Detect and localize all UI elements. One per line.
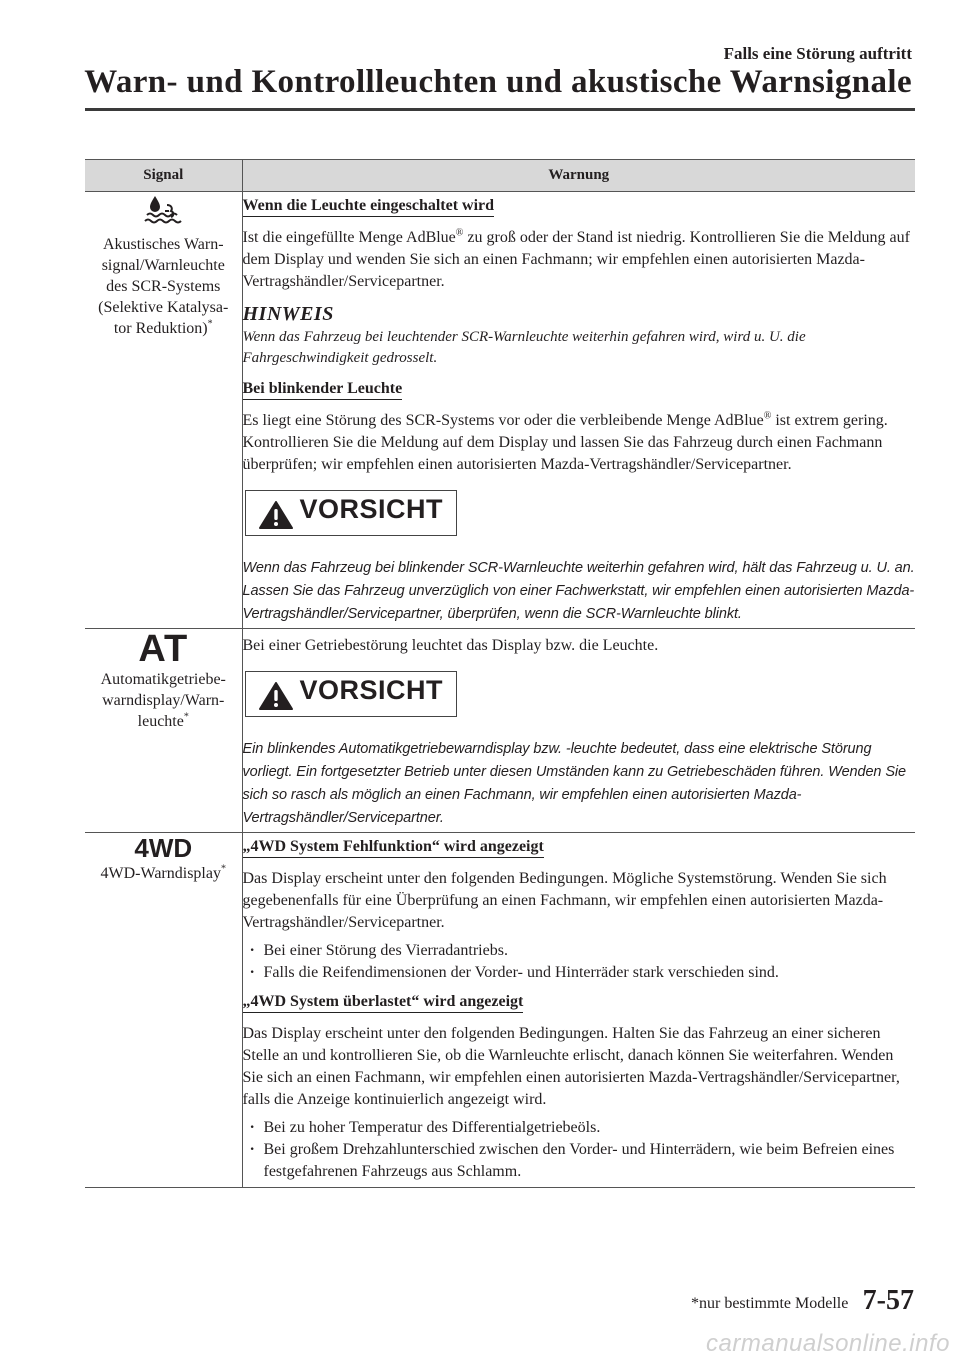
paragraph: Das Display erscheint unter den folgenden Bedingungen. Halten Sie das Fahrzeug an einer sicheren Stelle an und kontrollieren Sie, ob die Warnleuchte erlischt, danach können Sie weiterfahren. Wenden Sie sich an einen Fachmann, wir empfehlen einen autorisierten Mazda-Vertragshändler/Servicepartner, falls die Anzeige kontinuierlich angezeigt wird. — [242, 1025, 900, 1108]
footnote: *nur bestimmte Modelle — [691, 1295, 849, 1312]
list-item: · Falls die Reifendimensionen der Vorder- und Hinterräder stark verschieden sind. — [243, 962, 916, 984]
paragraph: Bei einer Getriebestörung leuchtet das Display bzw. die Leuchte. — [242, 637, 659, 654]
subheading: „4WD System Fehlfunktion“ wird angezeigt — [243, 837, 544, 858]
signal-label: 4WD-Warndisplay* — [100, 863, 226, 882]
list-item: · Bei zu hoher Temperatur des Differentialgetriebeöls. — [243, 1117, 916, 1139]
bullet-list — [243, 1117, 916, 1183]
list-item: · Bei einer Störung des Vierradantriebs. — [243, 940, 916, 962]
header-signal: Signal — [85, 160, 242, 192]
table-row — [85, 629, 915, 833]
at-icon: AT — [138, 628, 189, 670]
footnote-mark: * — [207, 318, 213, 330]
bullet-list — [243, 940, 916, 984]
note-text: Wenn das Fahrzeug bei leuchtender SCR-Warnleuchte weiterhin gefahren wird, wird u. U. die Fahrgeschwindigkeit gedrosselt. — [242, 329, 806, 366]
signal-label: Automatikgetriebe- warndisplay/Warn- leuchte* — [100, 671, 226, 730]
warning-cell — [242, 192, 915, 629]
signal-cell — [85, 192, 242, 629]
warning-triangle-icon — [258, 681, 294, 711]
warning-table — [85, 159, 915, 1188]
page-number: 7-57 — [862, 1285, 914, 1316]
footnote-mark: * — [220, 863, 226, 875]
watermark: carmanualsonline.info — [706, 1330, 950, 1357]
subheading: Wenn die Leuchte eingeschaltet wird — [243, 196, 495, 217]
caution-label: VORSICHT — [299, 494, 444, 524]
table-row — [85, 192, 915, 629]
table-header-row — [85, 160, 915, 192]
4wd-icon: 4WD — [134, 833, 193, 863]
warning-cell — [242, 833, 915, 1188]
warning-cell — [242, 629, 915, 833]
table-row — [85, 833, 915, 1188]
warning-triangle-icon — [258, 500, 294, 530]
footnote-mark: * — [183, 711, 189, 723]
page-title: Warn- und Kontrollleuchten und akustische Warnsignale — [84, 64, 912, 100]
paragraph: Das Display erscheint unter den folgenden Bedingungen. Mögliche Systemstörung. Wenden Sie sich gegebenenfalls für eine Überprüfung an einen Fachmann, wir empfehlen einen autorisierten Mazda-Vertragshändler/Servicepartner. — [242, 870, 887, 931]
paragraph: Es liegt eine Störung des SCR-Systems vor oder die verbleibende Menge AdBlue® ist extrem gering. Kontrollieren Sie die Meldung auf dem Display und lassen Sie das Fahrzeug durch einen Fachmann überprüfen; wir empfehlen einen autorisierten Mazda-Vertragshändler/Servicepartner. — [242, 410, 888, 473]
scr-warning-icon — [141, 192, 185, 228]
paragraph: Ist die eingefüllte Menge AdBlue® zu groß oder der Stand ist niedrig. Kontrollieren Sie die Meldung auf dem Display und wenden Sie sich an einen Fachmann; wir empfehlen einen autorisierten Mazda-Vertragshändler/Servicepartner. — [242, 227, 910, 290]
signal-label: Akustisches Warn- signal/Warnleuchte des SCR-Systems (Selektive Katalysa- tor Reduktion)* — [98, 236, 229, 337]
signal-cell — [85, 833, 242, 1188]
header-warning: Warnung — [242, 160, 915, 192]
title-rule — [85, 108, 915, 111]
list-item: · Bei großem Drehzahlunterschied zwischen den Vorder- und Hinterrädern, wie beim Befreien eines festgefahrenen Fahrzeugs aus Schlamm. — [243, 1139, 916, 1183]
caution-text: Wenn das Fahrzeug bei blinkender SCR-Warnleuchte weiterhin gefahren wird, hält das Fahrzeug u. U. an. Lassen Sie das Fahrzeug unverzüglich von einer Fachwerkstatt, wir empfehlen einen autorisierten Mazda-Vertragshändler/Servicepartner, überprüfen, wenn die SCR-Warnleuchte blinkt. — [242, 560, 915, 622]
note-heading: HINWEIS — [242, 303, 334, 325]
section-label: Falls eine Störung auftritt — [723, 44, 912, 63]
caution-box — [245, 490, 457, 536]
signal-cell — [85, 629, 242, 833]
caution-label: VORSICHT — [299, 675, 444, 705]
subheading: Bei blinkender Leuchte — [243, 379, 403, 400]
caution-box — [245, 671, 457, 717]
caution-text: Ein blinkendes Automatikgetriebewarndisplay bzw. -leuchte bedeutet, dass eine elektrische Störung vorliegt. Ein fortgesetzter Betrieb unter diesen Umständen kann zu Getriebeschäden führen. Wenden Sie sich so rasch als möglich an einen Fachmann, wir empfehlen einen autorisierten Mazda-Vertragshändler/Servicepartner. — [242, 741, 906, 826]
subheading: „4WD System überlastet“ wird angezeigt — [243, 992, 524, 1013]
